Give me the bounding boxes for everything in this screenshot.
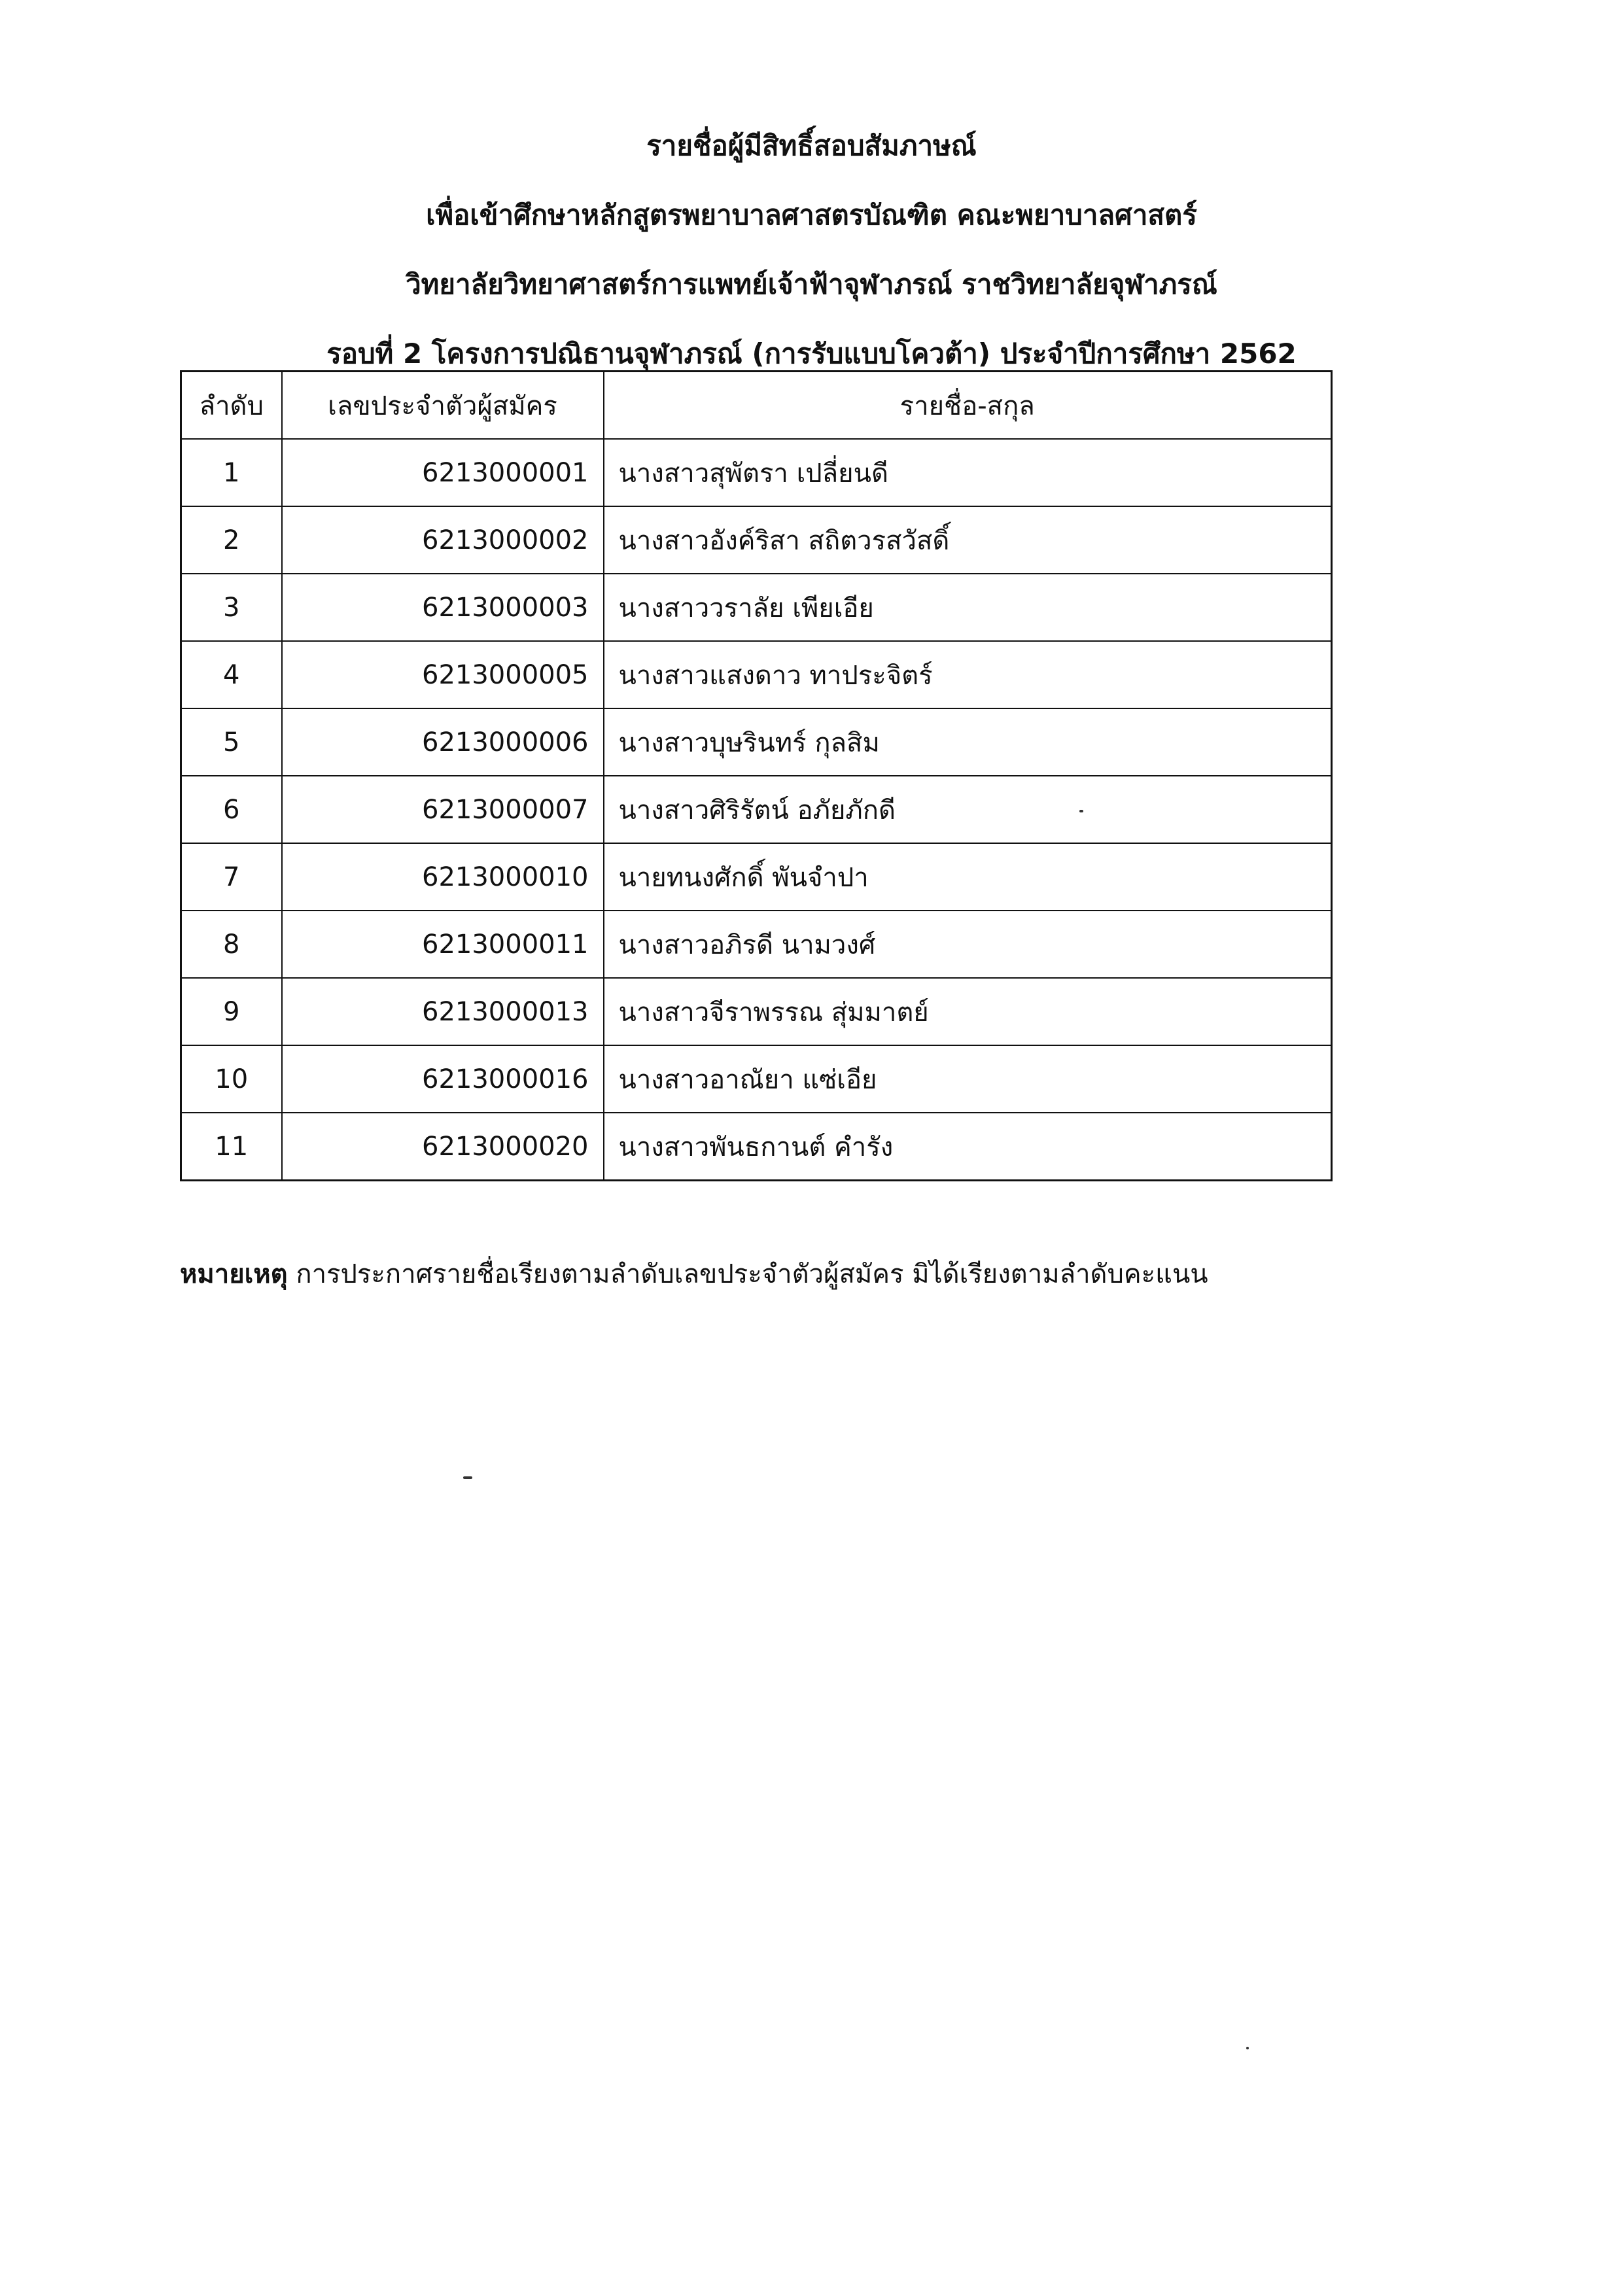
cell-order: 8 — [181, 911, 282, 978]
table-row — [181, 641, 1332, 708]
table-row — [181, 708, 1332, 776]
header-program: เพื่อเข้าศึกษาหลักสูตรพยาบาลศาสตรบัณฑิต คณะพยาบาลศาสตร์ — [426, 199, 1197, 231]
scan-speck — [1246, 2047, 1249, 2049]
table-row — [181, 506, 1332, 574]
table-row — [181, 574, 1332, 641]
cell-name: นางสาวศิริรัตน์ อภัยภักดี — [604, 776, 1332, 843]
table-row — [181, 911, 1332, 978]
scan-speck — [1079, 810, 1083, 812]
document-header — [0, 111, 1623, 389]
cell-applicant-id: 6213000013 — [282, 978, 604, 1045]
column-header-name: รายชื่อ-สกุล — [604, 372, 1332, 440]
cell-applicant-id: 6213000020 — [282, 1113, 604, 1181]
header-institution: วิทยาลัยวิทยาศาสตร์การแพทย์เจ้าฟ้าจุฬาภรณ์ ราชวิทยาลัยจุฬาภรณ์ — [406, 268, 1217, 300]
cell-order: 5 — [181, 708, 282, 776]
cell-applicant-id: 6213000005 — [282, 641, 604, 708]
cell-applicant-id: 6213000006 — [282, 708, 604, 776]
cell-applicant-id: 6213000003 — [282, 574, 604, 641]
applicant-table — [180, 370, 1333, 1181]
cell-applicant-id: 6213000001 — [282, 439, 604, 506]
cell-order: 3 — [181, 574, 282, 641]
header-round: รอบที่ 2 โครงการปณิธานจุฬาภรณ์ (การรับแบบโควต้า) ประจำปีการศึกษา 2562 — [326, 338, 1297, 370]
table-row — [181, 1045, 1332, 1113]
column-header-order: ลำดับ — [181, 372, 282, 440]
cell-applicant-id: 6213000002 — [282, 506, 604, 574]
cell-order: 7 — [181, 843, 282, 911]
table-row — [181, 439, 1332, 506]
cell-name: นางสาวพันธกานต์ คำรัง — [604, 1113, 1332, 1181]
cell-order: 9 — [181, 978, 282, 1045]
cell-name: นางสาวอภิรดี นามวงศ์ — [604, 911, 1332, 978]
cell-order: 2 — [181, 506, 282, 574]
cell-name: นางสาวสุพัตรา เปลี่ยนดี — [604, 439, 1332, 506]
header-title: รายชื่อผู้มีสิทธิ์สอบสัมภาษณ์ — [646, 130, 977, 162]
cell-name: นางสาวแสงดาว ทาประจิตร์ — [604, 641, 1332, 708]
table-row — [181, 1113, 1332, 1181]
table-row — [181, 978, 1332, 1045]
column-header-applicant-id: เลขประจำตัวผู้สมัคร — [282, 372, 604, 440]
cell-applicant-id: 6213000011 — [282, 911, 604, 978]
cell-applicant-id: 6213000016 — [282, 1045, 604, 1113]
table-row — [181, 776, 1332, 843]
footnote — [180, 1255, 1488, 1294]
cell-applicant-id: 6213000010 — [282, 843, 604, 911]
cell-name: นางสาววราลัย เพียเอีย — [604, 574, 1332, 641]
cell-order: 4 — [181, 641, 282, 708]
cell-name: นางสาวบุษรินทร์ กุลสิม — [604, 708, 1332, 776]
cell-name: นางสาวอังค์ริสา สถิตวรสวัสดิ์ — [604, 506, 1332, 574]
cell-name: นายทนงศักดิ์ พันจำปา — [604, 843, 1332, 911]
cell-name: นางสาวอาณัยา แซ่เอีย — [604, 1045, 1332, 1113]
footnote-text: การประกาศรายชื่อเรียงตามลำดับเลขประจำตัวผู้สมัคร มิได้เรียงตามลำดับคะแนน — [296, 1259, 1208, 1289]
cell-order: 6 — [181, 776, 282, 843]
table-header-row — [181, 372, 1332, 440]
table-row — [181, 843, 1332, 911]
cell-order: 10 — [181, 1045, 282, 1113]
cell-applicant-id: 6213000007 — [282, 776, 604, 843]
cell-order: 11 — [181, 1113, 282, 1181]
scan-speck — [463, 1476, 472, 1479]
cell-name: นางสาวจีราพรรณ สุ่มมาตย์ — [604, 978, 1332, 1045]
cell-order: 1 — [181, 439, 282, 506]
footnote-label: หมายเหตุ — [180, 1259, 288, 1289]
